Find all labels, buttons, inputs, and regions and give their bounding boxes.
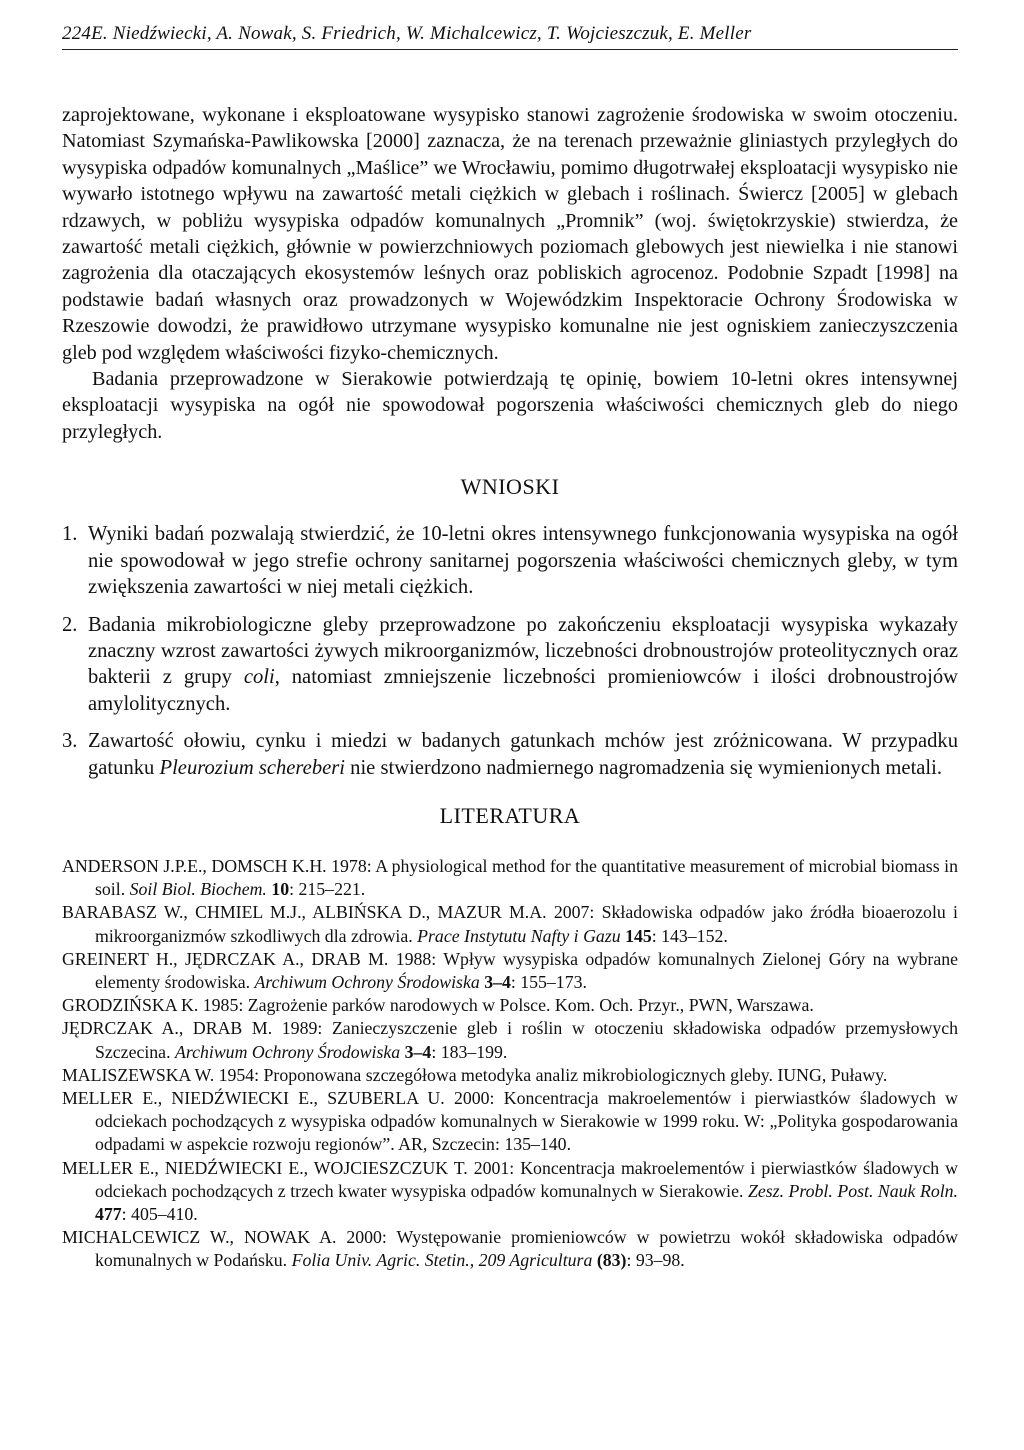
body-text — [62, 102, 958, 445]
reference-authors: MELLER E., NIEDŹWIECKI E., SZUBERLA U. 2000: — [62, 1087, 504, 1108]
conclusion-text — [88, 728, 958, 781]
reference-pages: : 183–199. — [431, 1041, 508, 1062]
reference-pages: : 143–152. — [651, 925, 728, 946]
reference-pages: : 215–221. — [289, 879, 366, 900]
reference-title: Wpływ wysypiska odpadów komunalnych Zielonej Góry na wybrane elementy środowiska. — [95, 948, 958, 992]
conclusion-item — [62, 728, 958, 781]
reference-authors: MICHALCEWICZ W., NOWAK A. 2000: — [62, 1227, 397, 1248]
page — [62, 22, 958, 1273]
reference-item — [62, 1157, 958, 1227]
conclusion-item — [62, 612, 958, 718]
conclusion-text-part: nie stwierdzono nadmiernego nagromadzenia się wymienionych metali. — [345, 756, 943, 779]
reference-volume: 145 — [625, 925, 652, 946]
reference-title: Składowiska odpadów jako źródła bioaerozolu i mikroorganizmów szkodliwych dla zdrowia. — [95, 902, 958, 946]
reference-title: Koncentracja makroelementów i pierwiastków śladowych w odciekach pochodzących z wysypiska odpadów komunalnych w Sierakowie w 1999 roku. W: „Polityka gospodarowania odpadami w aspekcie rozwoju regionów”. AR, Szczecin: 135–140. — [95, 1087, 958, 1155]
conclusions-title: WNIOSKI — [460, 474, 560, 500]
reference-title: Koncentracja makroelementów i pierwiastków śladowych w odciekach pochodzących z trzech kwater wysypiska odpadów komunalnych w Sierakowie. — [95, 1157, 958, 1201]
reference-authors: MELLER E., NIEDŹWIECKI E., WOJCIESZCZUK T. 2001: — [62, 1157, 521, 1178]
reference-journal: Zesz. Probl. Post. Nauk Roln. — [747, 1180, 958, 1201]
paragraph-1: zaprojektowane, wykonane i eksploatowane wysypisko stanowi zagrożenie środowiska w swoim otoczeniu. Natomiast Szymańska-Pawlikowska [2000] zaznacza, że na terenach przeważnie gliniastych przyległych do wysypiska odpadów komunalnych „Maślice” we Wrocławiu, pomimo długotrwałej eksploatacji wysypisko nie wywarło istotnego wpływu na zawartość metali ciężkich w glebach i roślinach. Świercz [2005] w glebach rdzawych, w pobliżu wysypiska odpadów komunalnych „Promnik” (woj. świętokrzyskie) stwierdza, że zawartość metali ciężkich, głównie w powierzchniowych poziomach glebowych jest niewielka i nie stanowi zagrożenia dla otaczających ekosystemów leśnych oraz pobliskich agrocenoz. Podobnie Szpadt [1998] na podstawie badań własnych oraz prowadzonych w Wojewódzkim Inspektoracie Ochrony Środowiska w Rzeszowie dowodzi, że prawidłowo utrzymane wysypisko komunalne nie jest ogniskiem zanieczyszczenia gleb pod względem właściwości fizyko-chemicznych. — [62, 104, 958, 364]
reference-item — [62, 994, 958, 1017]
reference-journal: Prace Instytutu Nafty i Gazu — [417, 925, 621, 946]
conclusion-italic-term: Pleurozium schereberi — [159, 756, 345, 779]
reference-item — [62, 1017, 958, 1063]
conclusions-list — [62, 521, 958, 781]
reference-volume: 3–4 — [484, 971, 511, 992]
paragraph-2: Badania przeprowadzone w Sierakowie potwierdzają tę opinię, bowiem 10-letni okres intensywnej eksploatacji wysypiska na ogół nie spowodował pogorszenia właściwości chemicznych gleb do niego przyległych. — [62, 368, 958, 443]
reference-item — [62, 1087, 958, 1157]
conclusion-number: 1. — [62, 523, 78, 546]
conclusion-number: 3. — [62, 730, 78, 753]
literature-title: LITERATURA — [439, 802, 581, 828]
reference-volume: 10 — [271, 879, 290, 900]
conclusion-italic-term: coli — [243, 666, 275, 689]
reference-authors: ANDERSON J.P.E., DOMSCH K.H. 1978: — [62, 855, 376, 876]
reference-volume: 477 — [95, 1203, 122, 1224]
reference-list — [62, 855, 958, 1273]
reference-title: Zagrożenie parków narodowych w Polsce. Kom. Och. Przyr., PWN, Warszawa. — [247, 995, 814, 1016]
conclusion-text-part: , natomiast zmniejszenie liczebności promieniowców i ilości drobnoustrojów amylolitycznych. — [88, 666, 958, 715]
conclusion-text — [88, 612, 958, 718]
running-head: 224E. Niedźwiecki, A. Nowak, S. Friedrich, W. Michalcewicz, T. Wojcieszczuk, E. Meller — [62, 22, 958, 50]
reference-item — [62, 1226, 958, 1272]
reference-item — [62, 901, 958, 947]
reference-authors: MALISZEWSKA W. 1954: — [62, 1064, 264, 1085]
reference-authors: GRODZIŃSKA K. 1985: — [62, 995, 248, 1016]
reference-item — [62, 855, 958, 901]
reference-pages: : 93–98. — [626, 1250, 685, 1271]
conclusion-text-part: Badania mikrobiologiczne gleby przeprowadzone po zakończeniu eksploatacji wysypiska wykazały znaczny wzrost zawartości żywych mikroorganizmów, liczebności drobnoustrojów proteolitycznych oraz bakterii z grupy — [88, 613, 958, 689]
reference-journal: Soil Biol. Biochem. — [129, 879, 267, 900]
reference-journal: Archiwum Ochrony Środowiska — [174, 1041, 401, 1062]
conclusion-text: Wyniki badań pozwalają stwierdzić, że 10-letni okres intensywnego funkcjonowania wysypiska na ogół nie spowodował w jego strefie ochrony sanitarnej pogorszenia właściwości chemicznych gleby, w tym zwiększenia zawartości w niej metali ciężkich. — [88, 523, 958, 599]
reference-journal: Archiwum Ochrony Środowiska — [254, 971, 480, 992]
reference-title: Proponowana szczegółowa metodyka analiz mikrobiologicznych gleby. IUNG, Puławy. — [263, 1064, 888, 1085]
reference-item — [62, 1064, 958, 1087]
conclusion-item — [62, 521, 958, 600]
reference-authors: BARABASZ W., CHMIEL M.J., ALBIŃSKA D., MAZUR M.A. 2007: — [62, 902, 602, 923]
reference-volume: 3–4 — [404, 1041, 432, 1062]
reference-item — [62, 948, 958, 994]
reference-journal: Folia Univ. Agric. Stetin., 209 Agricultura — [291, 1250, 593, 1271]
reference-title: A physiological method for the quantitative measurement of microbial biomass in soil. — [95, 855, 958, 900]
conclusion-number: 2. — [62, 613, 78, 636]
reference-authors: JĘDRCZAK A., DRAB M. 1989: — [62, 1018, 332, 1039]
reference-pages: : 155–173. — [510, 971, 587, 992]
conclusion-text-part: Zawartość ołowiu, cynku i miedzi w badanych gatunkach mchów jest zróżnicowana. W przypadku gatunku — [88, 730, 958, 779]
reference-volume: (83) — [596, 1250, 627, 1271]
reference-pages: : 405–410. — [121, 1203, 198, 1224]
reference-title: Zanieczyszczenie gleb i roślin w otoczeniu składowiska odpadów przemysłowych Szczecina. — [95, 1018, 958, 1062]
reference-title: Występowanie promieniowców w powietrzu wokół składowiska odpadów komunalnych w Podańsku. — [95, 1227, 958, 1271]
reference-authors: GREINERT H., JĘDRCZAK A., DRAB M. 1988: — [62, 948, 444, 969]
